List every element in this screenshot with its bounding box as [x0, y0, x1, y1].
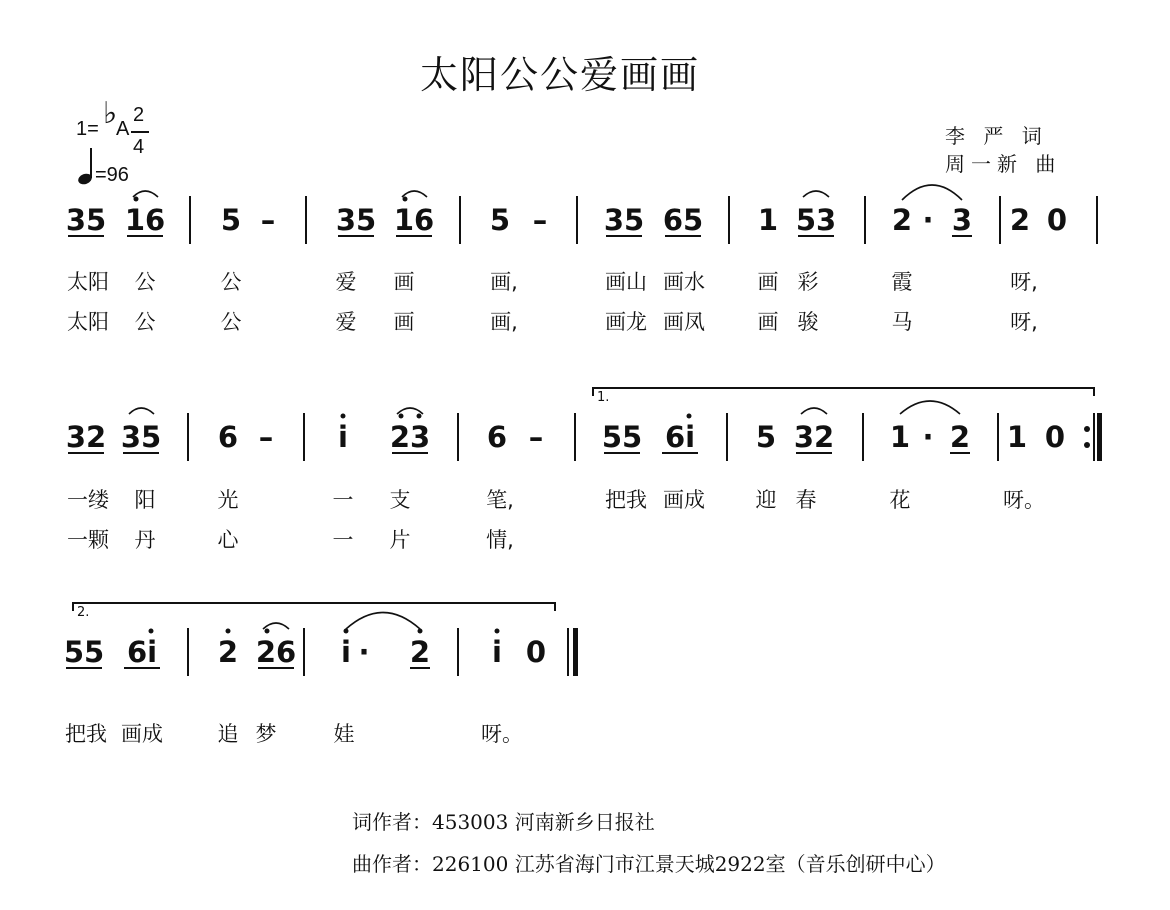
- lyric: 把我: [65, 722, 107, 746]
- lyric: 画水: [663, 270, 705, 294]
- final-barline: [573, 628, 578, 676]
- lyric: 丹: [134, 528, 156, 552]
- note: 6i: [664, 420, 696, 454]
- lyric: 情,: [486, 528, 514, 552]
- lyric: 心: [217, 528, 239, 552]
- note: 35: [120, 420, 162, 454]
- slur: [402, 191, 427, 197]
- song-title: 太阳公公爱画画: [419, 53, 700, 97]
- lyric: 呀,: [1010, 310, 1038, 334]
- volta-second-label: 2.: [77, 605, 90, 620]
- note: 0: [1046, 203, 1068, 237]
- lyric: 笔,: [486, 488, 514, 512]
- lyric: 支: [389, 488, 411, 512]
- lyric: 呀,: [1010, 270, 1038, 294]
- note: 35: [65, 203, 107, 237]
- octave-dot: [495, 629, 500, 634]
- lyric: 公: [220, 310, 242, 334]
- octave-dot: [417, 414, 422, 419]
- note: 35: [335, 203, 377, 237]
- note-dash: –: [528, 420, 544, 454]
- slur: [133, 191, 158, 197]
- note: 2: [409, 635, 431, 669]
- lyric: 画: [393, 310, 415, 334]
- octave-dot: [149, 629, 154, 634]
- octave-dot: [226, 629, 231, 634]
- note: 26: [255, 635, 297, 669]
- note: 0: [1044, 420, 1066, 454]
- lyric: 娃: [333, 722, 355, 746]
- note: 0: [525, 635, 547, 669]
- lyric: 画成: [663, 488, 705, 512]
- note: 2: [949, 420, 971, 454]
- lyric: 爱: [335, 270, 357, 294]
- slur: [803, 191, 829, 197]
- note: 55: [601, 420, 643, 454]
- note-dash: –: [532, 203, 548, 237]
- note: 5: [220, 203, 242, 237]
- lyricist-credit: 李 严 词: [945, 124, 1048, 148]
- slur: [129, 408, 154, 414]
- lyric: 画: [757, 310, 779, 334]
- note: 3: [951, 203, 973, 237]
- lyric: 追: [217, 722, 239, 746]
- note: 1: [757, 203, 779, 237]
- lyric: 爱: [335, 310, 357, 334]
- lyric: 画,: [490, 310, 518, 334]
- note-dot: ·: [922, 203, 934, 237]
- slur: [900, 401, 960, 414]
- note-dash: –: [258, 420, 274, 454]
- lyric: 呀。: [481, 722, 523, 746]
- lyric: 画龙: [605, 310, 647, 334]
- lyric: 太阳: [67, 310, 109, 334]
- lyric: 一: [332, 488, 354, 512]
- note: 1: [1006, 420, 1028, 454]
- lyric: 把我: [605, 488, 647, 512]
- lyric: 公: [134, 270, 156, 294]
- lyric: 太阳: [67, 270, 109, 294]
- note-dash: –: [260, 203, 276, 237]
- flat-icon: ♭: [103, 96, 118, 131]
- volta-second-bracket: [73, 603, 555, 611]
- note: i: [492, 635, 502, 669]
- lyric: 春: [795, 488, 817, 512]
- octave-dot: [418, 629, 423, 634]
- lyric: 彩: [797, 270, 819, 294]
- lyric: 画: [393, 270, 415, 294]
- lyric: 画凤: [663, 310, 705, 334]
- note: 35: [603, 203, 645, 237]
- key-letter: A: [116, 118, 130, 140]
- lyric: 画: [757, 270, 779, 294]
- note: 16: [124, 203, 166, 237]
- note: 65: [662, 203, 704, 237]
- volta-first-label: 1.: [597, 390, 610, 405]
- repeat-end-barline: [1097, 413, 1102, 461]
- lyric: 画山: [605, 270, 647, 294]
- lyricist-address: 词作者：453003 河南新乡日报社: [352, 810, 655, 834]
- note: 2: [891, 203, 913, 237]
- time-signature-top: 2: [133, 104, 145, 126]
- lyric: 一缕: [67, 488, 109, 512]
- note: 5: [755, 420, 777, 454]
- octave-dot: [687, 414, 692, 419]
- lyric: 片: [389, 528, 411, 552]
- note: 16: [393, 203, 435, 237]
- note: 32: [793, 420, 835, 454]
- slur: [801, 408, 827, 414]
- key-prefix: 1=: [76, 118, 99, 140]
- note-dot: ·: [922, 420, 934, 454]
- slur: [397, 408, 423, 414]
- lyric: 公: [220, 270, 242, 294]
- lyric: 梦: [255, 722, 277, 746]
- note: 6: [486, 420, 508, 454]
- slur: [902, 185, 962, 200]
- lyric: 马: [891, 310, 913, 334]
- lyric: 霞: [891, 270, 913, 294]
- note: 23: [389, 420, 431, 454]
- note: i: [338, 420, 348, 454]
- composer-address: 曲作者：226100 江苏省海门市江景天城2922室（音乐创研中心）: [352, 852, 946, 876]
- lyric: 公: [134, 310, 156, 334]
- lyric: 画成: [121, 722, 163, 746]
- octave-dot: [403, 197, 408, 202]
- note-dot: ·: [358, 635, 370, 669]
- note: 53: [795, 203, 837, 237]
- note: 6: [217, 420, 239, 454]
- lyric: 一颗: [67, 528, 109, 552]
- lyric: 迎: [755, 488, 777, 512]
- note: 32: [65, 420, 107, 454]
- note: 2: [1009, 203, 1031, 237]
- lyric: 一: [332, 528, 354, 552]
- slur: [263, 623, 289, 629]
- octave-dot: [399, 414, 404, 419]
- lyric: 光: [217, 488, 239, 512]
- lyric: 呀。: [1003, 488, 1045, 512]
- lyric: 骏: [797, 310, 819, 334]
- octave-dot: [265, 629, 270, 634]
- lyric: 花: [889, 488, 911, 512]
- time-signature-bottom: 4: [133, 136, 145, 158]
- repeat-dot: [1084, 426, 1090, 432]
- note: 1: [889, 420, 911, 454]
- octave-dot: [134, 197, 139, 202]
- repeat-dot: [1084, 442, 1090, 448]
- lyric: 画,: [490, 270, 518, 294]
- volta-first-bracket: [593, 388, 1094, 396]
- note: 2: [217, 635, 239, 669]
- tempo-value: =96: [95, 164, 129, 186]
- note: 55: [63, 635, 105, 669]
- octave-dot: [341, 414, 346, 419]
- composer-credit: 周一新 曲: [945, 152, 1062, 176]
- lyric: 阳: [134, 488, 156, 512]
- octave-dot: [344, 629, 349, 634]
- note: 5: [489, 203, 511, 237]
- note: 6i: [126, 635, 158, 669]
- slur: [346, 613, 420, 630]
- note: i: [341, 635, 351, 669]
